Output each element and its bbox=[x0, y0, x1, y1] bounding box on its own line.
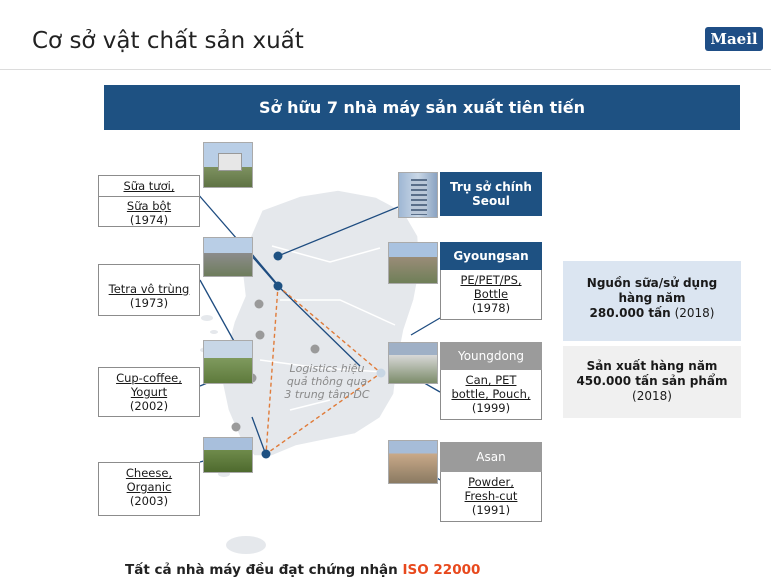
factory-photo-1974 bbox=[203, 142, 253, 188]
factory-header: Gyoungsan bbox=[440, 242, 542, 270]
product-line: Tetra vô trùng bbox=[108, 282, 190, 296]
factory-box-youngdong bbox=[440, 342, 542, 420]
hq-building-photo bbox=[398, 172, 438, 218]
factory-photo-2003 bbox=[203, 437, 253, 473]
stat-label: Sản xuất hàng năm bbox=[586, 359, 718, 373]
product-line: Bottle bbox=[473, 287, 509, 301]
factory-photo-2002 bbox=[203, 340, 253, 384]
factory-year: (1974) bbox=[129, 213, 169, 227]
product-line: Organic bbox=[126, 480, 172, 494]
product-line: bottle, Pouch, bbox=[451, 387, 531, 401]
iso-highlight: ISO 22000 bbox=[402, 562, 481, 578]
plant-dot bbox=[255, 300, 264, 309]
plant-dot bbox=[256, 331, 265, 340]
factory-header: Asan bbox=[440, 442, 542, 472]
factory-box-2003 bbox=[98, 462, 200, 516]
factory-detail bbox=[440, 370, 542, 420]
product-line: Fresh-cut bbox=[464, 489, 518, 503]
island-shape bbox=[201, 315, 213, 321]
product-line: PE/PET/PS, bbox=[460, 273, 522, 287]
hq-seoul-label: Trụ sở chính Seoul bbox=[440, 172, 542, 216]
dc-dot-south bbox=[262, 450, 271, 459]
seoul-dot bbox=[274, 252, 283, 261]
factory-photo-gyoungsan bbox=[388, 242, 438, 284]
factory-header: Youngdong bbox=[440, 342, 542, 370]
stat-year: (2018) bbox=[632, 389, 672, 403]
maeil-logo: Maeil bbox=[705, 27, 763, 51]
stat-label: Nguồn sữa/sử dụng hàng năm bbox=[586, 276, 718, 305]
factory-year: (2003) bbox=[129, 494, 169, 508]
dc-dot-east bbox=[377, 369, 386, 378]
factory-year: (1973) bbox=[129, 296, 169, 310]
factory-box-2002 bbox=[98, 367, 200, 417]
factory-detail bbox=[440, 472, 542, 522]
product-line: Yogurt bbox=[130, 385, 168, 399]
product-line: Can, PET bbox=[465, 373, 517, 387]
factory-year: (1999) bbox=[471, 401, 511, 415]
footer-certification bbox=[125, 562, 480, 578]
product-line: Sữa bột bbox=[126, 199, 172, 213]
stat-value: 280.000 tấn bbox=[589, 306, 671, 320]
stat-year: (2018) bbox=[674, 306, 715, 320]
factory-detail bbox=[440, 270, 542, 320]
logistics-note: Logistics hiệu quả thông qua 3 trung tâm DC bbox=[284, 362, 370, 401]
milk-usage-stat bbox=[563, 261, 741, 341]
production-stat bbox=[563, 346, 741, 418]
plant-dot bbox=[311, 345, 320, 354]
factory-box-asan bbox=[440, 442, 542, 522]
factory-photo-1973 bbox=[203, 237, 253, 277]
stat-value: 450.000 tấn sản phẩm bbox=[576, 374, 728, 388]
factory-box-1974 bbox=[98, 175, 200, 227]
factory-year: (1991) bbox=[471, 503, 511, 517]
factory-year: (2002) bbox=[129, 399, 169, 413]
factory-photo-youngdong bbox=[388, 342, 438, 384]
dc-dot-north bbox=[274, 282, 283, 291]
factory-photo-asan bbox=[388, 440, 438, 484]
footer-text: Tất cả nhà máy đều đạt chứng nhận bbox=[125, 562, 403, 578]
factory-year: (1978) bbox=[471, 301, 511, 315]
factory-box-gyoungsan bbox=[440, 242, 542, 320]
jeju-island-shape bbox=[226, 536, 266, 554]
section-banner: Sở hữu 7 nhà máy sản xuất tiên tiến bbox=[104, 85, 740, 130]
product-line: Powder, bbox=[468, 475, 514, 489]
factory-box-1973 bbox=[98, 264, 200, 316]
plant-dot bbox=[232, 423, 241, 432]
product-line: Sữa tươi, bbox=[123, 179, 175, 193]
page-title: Cơ sở vật chất sản xuất bbox=[32, 28, 304, 54]
product-line: Cup-coffee, bbox=[116, 371, 182, 385]
product-line: Cheese, bbox=[125, 466, 173, 480]
